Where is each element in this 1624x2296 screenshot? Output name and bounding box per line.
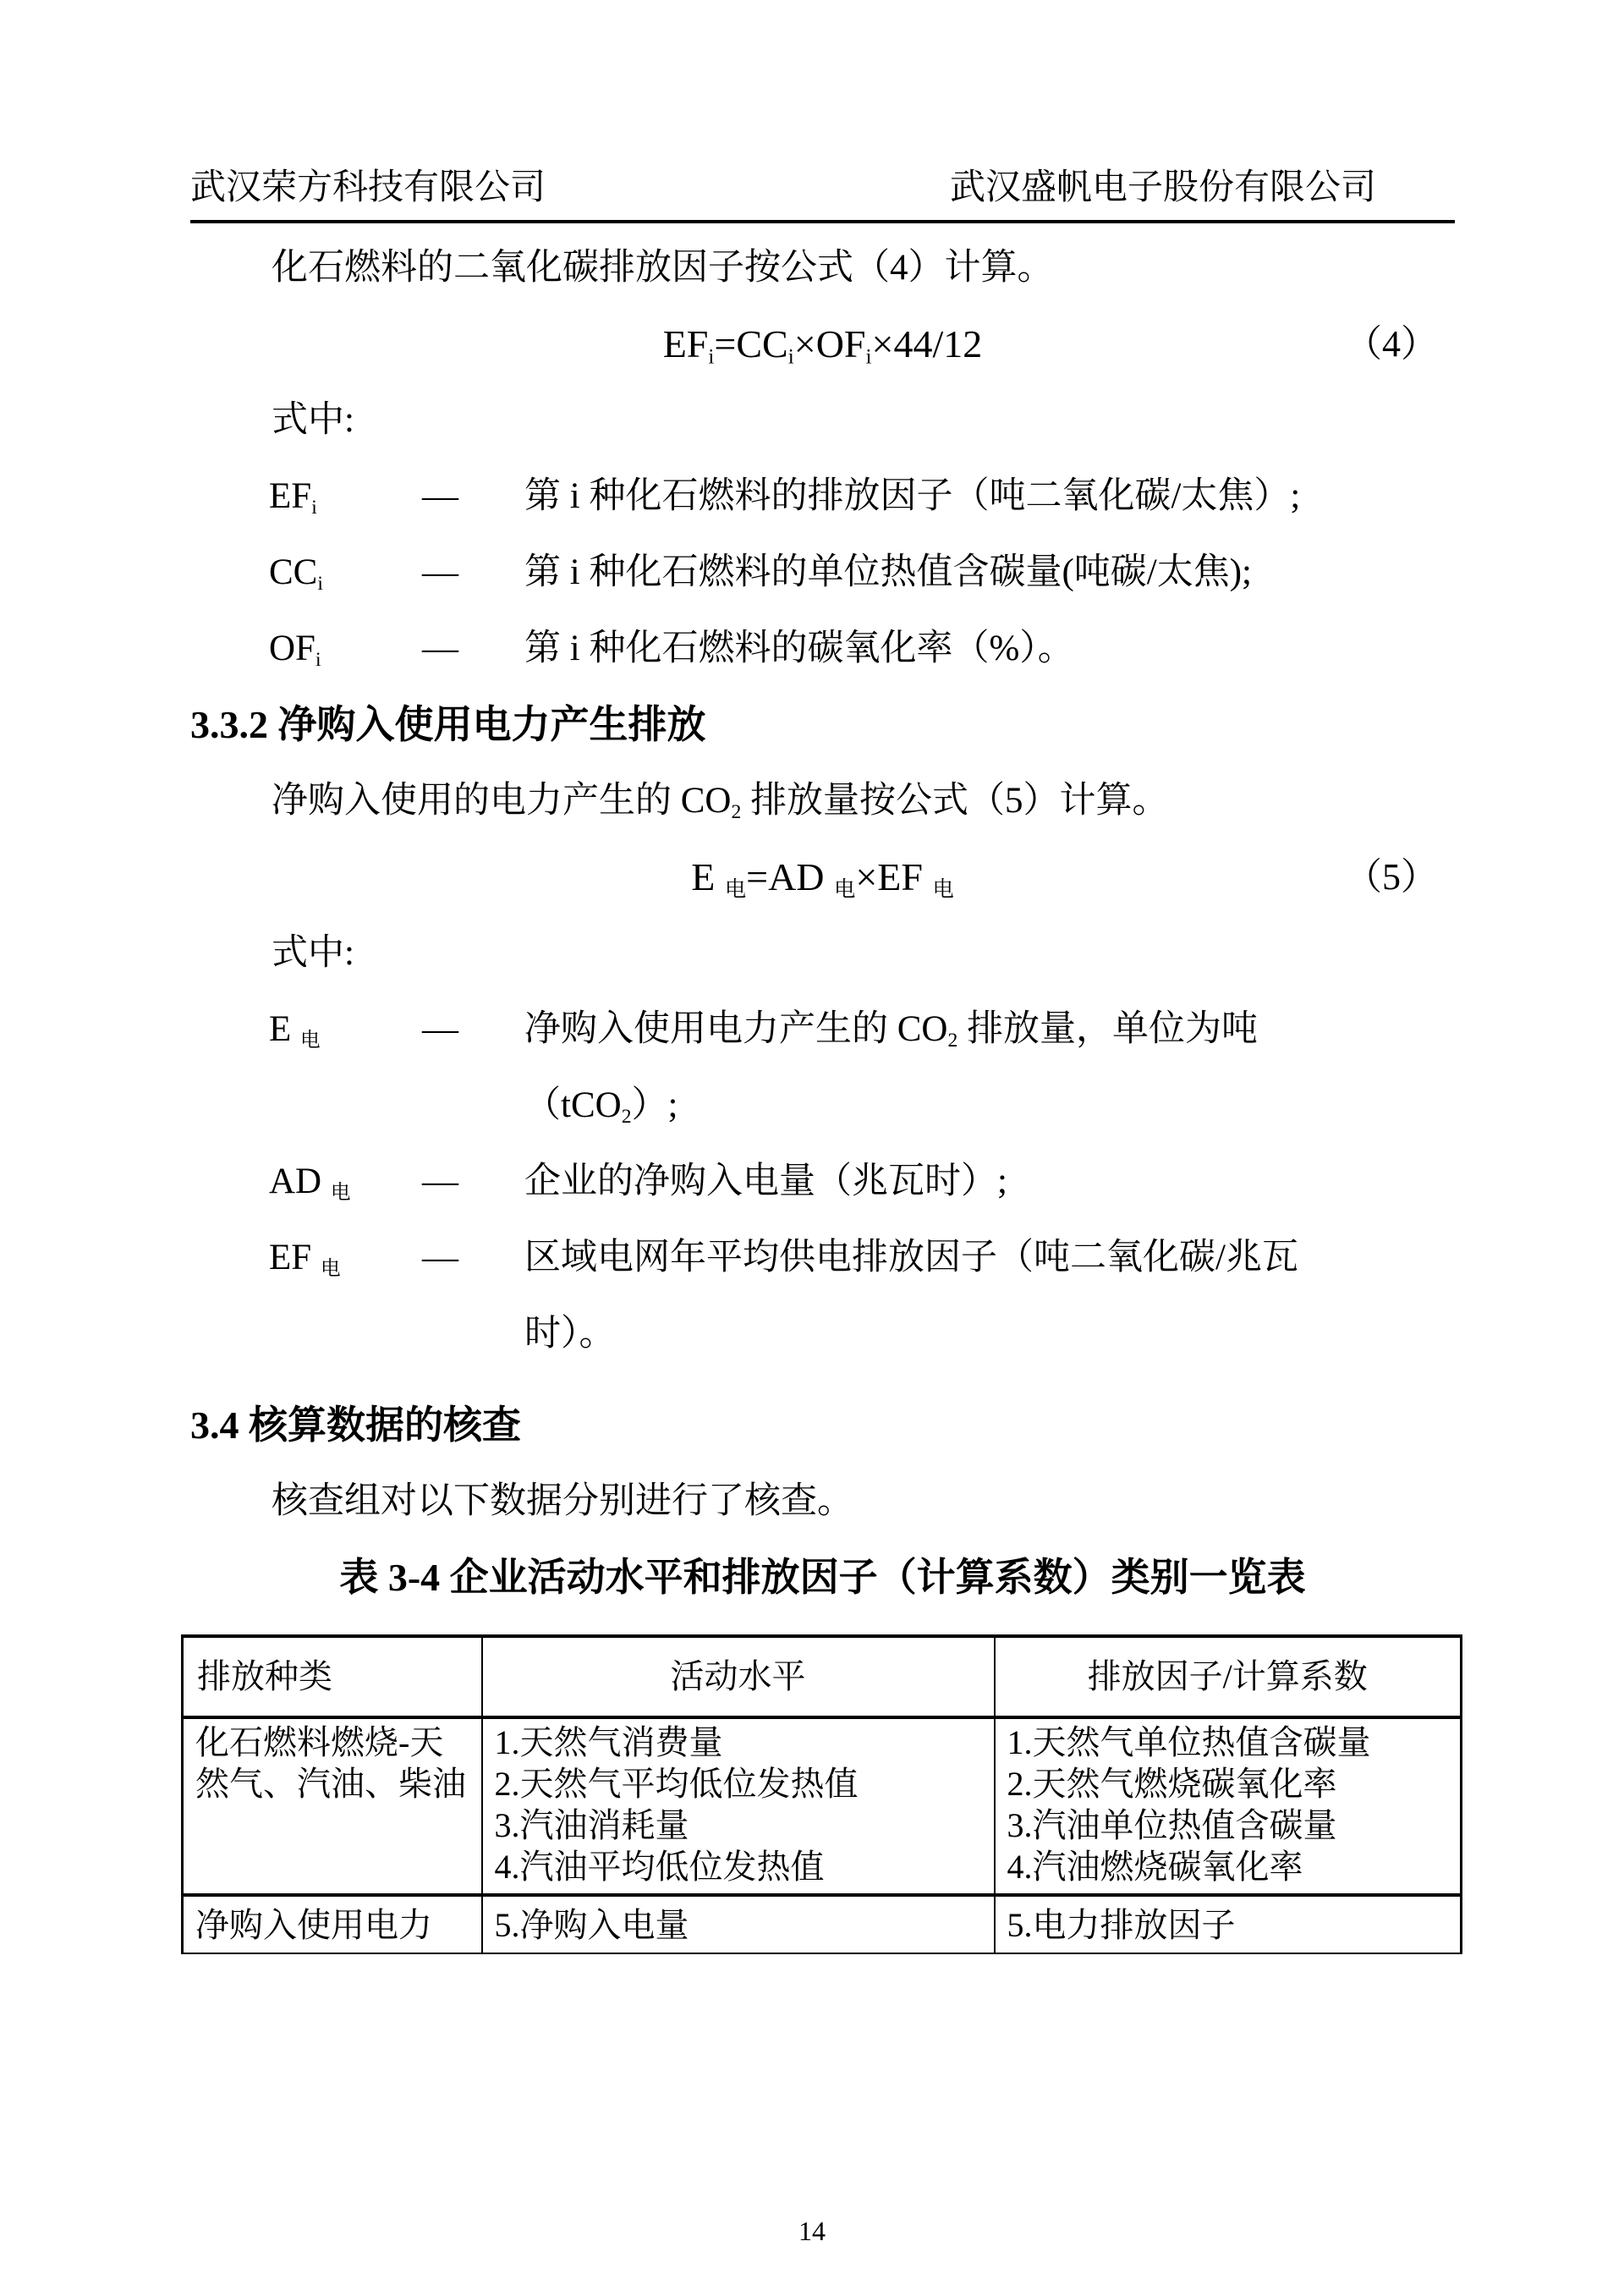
table-header-row bbox=[183, 1636, 1462, 1717]
definition-description: 第 i 种化石燃料的排放因子（吨二氧化碳/太焦）; bbox=[524, 476, 1301, 516]
table-header-emission-factor: 排放因子/计算系数 bbox=[995, 1636, 1462, 1717]
definition-row-ad-elec bbox=[190, 1144, 1455, 1220]
formula-4-number: （4） bbox=[1345, 323, 1438, 365]
paragraph-3-3-2: 净购入使用的电力产生的 $CO_2$ 排放量按公式（5）计算。 bbox=[272, 781, 1169, 824]
definition-row-efi bbox=[190, 459, 1455, 535]
definition-row-ef-elec bbox=[190, 1220, 1455, 1372]
definition-description: 区域电网年平均供电排放因子（吨二氧化碳/兆瓦 时）。 bbox=[524, 1238, 1298, 1354]
cell-factor: 5.电力排放因子 bbox=[995, 1895, 1462, 1953]
company-name-left: 武汉荣方科技有限公司 bbox=[190, 168, 546, 207]
where-label-2: 式中: bbox=[272, 933, 354, 973]
definition-description: 企业的净购入电量（兆瓦时）; bbox=[524, 1162, 1007, 1201]
definition-row-ofi bbox=[190, 611, 1455, 687]
definition-dash: — bbox=[422, 552, 458, 592]
cell-factor: 1.天然气单位热值含碳量 2.天然气燃烧碳氧化率 3.汽油单位热值含碳量 4.汽油燃烧碳氧化率 bbox=[995, 1717, 1462, 1895]
definition-term: $EF_i$ bbox=[269, 476, 317, 519]
definition-dash: — bbox=[422, 1009, 458, 1049]
document-body bbox=[190, 230, 1455, 1954]
data-table bbox=[181, 1634, 1462, 1954]
definition-description: 净购入使用电力产生的 $CO_2$ 排放量，单位为吨 （tCO$_2$）; bbox=[524, 1009, 1259, 1129]
table-header-emission-type: 排放种类 bbox=[183, 1636, 482, 1717]
definition-row-e-elec bbox=[190, 991, 1455, 1144]
definition-term: EF $_电$ bbox=[269, 1238, 341, 1281]
formula-5-number: （5） bbox=[1345, 856, 1438, 898]
page-header bbox=[190, 166, 1455, 223]
formula-5-row bbox=[190, 839, 1455, 915]
definition-dash: — bbox=[422, 1238, 458, 1277]
formula-4-row bbox=[190, 306, 1455, 382]
table-row-electricity bbox=[183, 1895, 1462, 1953]
definition-term: $CC_i$ bbox=[269, 552, 323, 596]
definition-dash: — bbox=[422, 629, 458, 668]
definition-description: 第 i 种化石燃料的碳氧化率（%）。 bbox=[524, 629, 1074, 668]
cell-activity: 5.净购入电量 bbox=[482, 1895, 995, 1953]
table-row-fossil-fuel bbox=[183, 1717, 1462, 1895]
page-number: 14 bbox=[798, 2216, 826, 2246]
formula-4-expression: $EF_i=CC_i\times OF_i\times 44/12$ bbox=[662, 322, 983, 369]
definition-dash: — bbox=[422, 1162, 458, 1201]
section-heading-3-3-2: 3.3.2 净购入使用电力产生排放 bbox=[190, 703, 706, 746]
section-heading-3-4: 3.4 核算数据的核查 bbox=[190, 1403, 521, 1447]
cell-activity: 1.天然气消费量 2.天然气平均低位发热值 3.汽油消耗量 4.汽油平均低位发热值 bbox=[482, 1717, 995, 1895]
paragraph-formula4-intro: 化石燃料的二氧化碳排放因子按公式（4）计算。 bbox=[272, 248, 1054, 288]
table-title: 表 3-4 企业活动水平和排放因子（计算系数）类别一览表 bbox=[339, 1556, 1306, 1599]
where-label-1: 式中: bbox=[272, 400, 354, 440]
definition-row-cci bbox=[190, 535, 1455, 611]
paragraph-3-4: 核查组对以下数据分别进行了核查。 bbox=[272, 1481, 853, 1521]
definition-term: $OF_i$ bbox=[269, 629, 321, 672]
formula-5-expression: E $_电$=AD $_电$×EF $_电$ bbox=[691, 855, 954, 902]
table-header-activity-level: 活动水平 bbox=[482, 1636, 995, 1717]
company-name-right: 武汉盛帆电子股份有限公司 bbox=[949, 168, 1376, 207]
definition-description: 第 i 种化石燃料的单位热值含碳量(吨碳/太焦); bbox=[524, 552, 1252, 592]
definition-term: AD $_电$ bbox=[269, 1162, 351, 1205]
definition-dash: — bbox=[422, 476, 458, 516]
cell-category: 净购入使用电力 bbox=[183, 1895, 482, 1953]
cell-category: 化石燃料燃烧-天 然气、汽油、柴油 bbox=[183, 1717, 482, 1895]
definition-term: E $_电$ bbox=[269, 1009, 321, 1052]
